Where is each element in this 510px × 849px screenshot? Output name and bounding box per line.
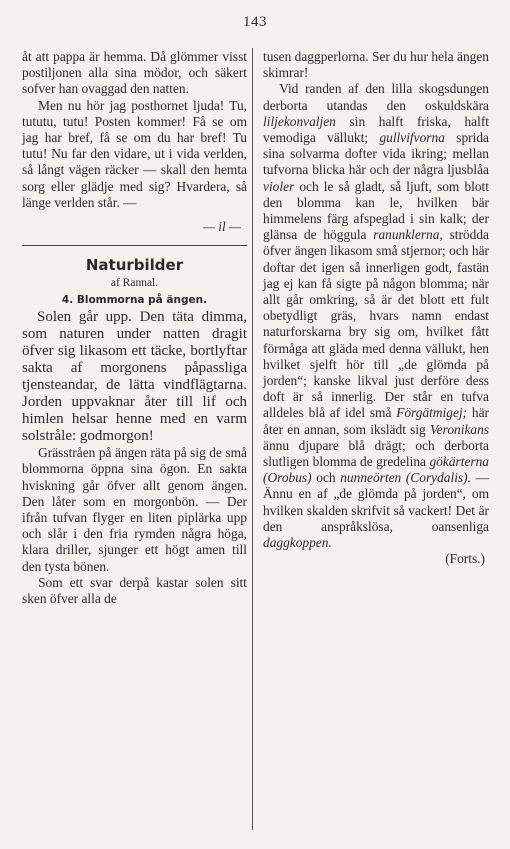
plant-name: gökärterna (Orobus) (263, 454, 489, 486)
plant-name: Veronikans (429, 421, 489, 437)
plant-name: daggkoppen. (263, 535, 332, 551)
plant-name: ranunklerna, (373, 227, 443, 243)
article-byline: af Rannal. (110, 277, 159, 290)
paragraph: åt att pappa är hemma. Då glömmer visst postiljonen alla sina mödor, och säkert sofver han ovaggad den natten. (22, 49, 247, 97)
text-run: sin halft friska, halft vemodiga vällukt; (263, 113, 489, 146)
paragraph: Grässtråen på ängen räta på sig de små blommorna öppna sina ögon. En sakta hviskning går öfver allt genom ängen. Den låter som en morgonbön. — Der ifrån tufvan flyger en liten piplärka upp och slår i den fria rymden några höga, klara driller, sjunger ett högt amen till den tysta bönen. (22, 445, 247, 574)
section-divider (22, 245, 247, 246)
text-run: sprida sina solvarma dofter vida ikring; mellan tufvorna blicka här och der några ljusblåa (263, 130, 489, 178)
text-run: och le så gladt, så ljuft, som blott den blomma kan le, hvilken bär himmelens färg afspeglad i sin kalk; der glänsa de höggula (263, 178, 489, 243)
text-run: strödda öfver ängen likasom små stjernor; och här doftar det igen så innerligen godt, fastän jag ej kan få sigte på någon blomma; när allt går omkring, så är det blott ett fult obetydligt gräs, hvars namn endast naturforskarna bry sig om, hvilket fått förmåga att gläda med denna vällukt, hen hvilket sjelft hör till „de glömda på jorden“; kanske likval just derföre dess doft är så innerlig. Der står en tufva alldeles blå af idel små (263, 227, 489, 421)
article-subtitle: 4. Blommorna på ängen. (61, 294, 208, 307)
right-column (263, 49, 489, 568)
page-number: 143 (243, 14, 267, 30)
article-title: Naturbilder (85, 256, 184, 275)
plant-name: Förgätmigej; (396, 405, 468, 421)
continuation-line (263, 551, 489, 567)
plant-name: liljekonvaljen (263, 113, 336, 129)
text-run: ännu djupare blå drägt; och derborta slutligen blomma de gredelina (263, 437, 489, 470)
paragraph (263, 81, 489, 551)
text-run: — Ännu en af „de glömda på jorden“, om hvilken skalden skrifvit så vackert! Det är den anspråkslösa, oansenliga (263, 470, 489, 534)
text-run: och (311, 470, 341, 486)
left-column (22, 49, 247, 607)
continued-note: (Forts.) (445, 551, 485, 567)
paragraph: Solen går upp. Den täta dimma, som naturen under natten dragit öfver sig likasom ett täcke, bortlyftar sakta af morgonens påpassliga tjensteandar, de lätta vindflägtarna. Jorden uppvaknar åter till lif och himlen helsar henne med en varm solstråle: godmorgon! (22, 309, 247, 445)
text-run: Vid randen af den lilla skogsdungen derborta utandas den oskuldskära (263, 81, 489, 113)
column-rule (252, 48, 253, 830)
plant-name: gullvifvorna (379, 130, 445, 146)
paragraph: Som ett svar derpå kastar solen sitt sken öfver alla de (22, 574, 247, 607)
paragraph: Men nu hör jag posthornet ljuda! Tu, tututu, tutu! Posten kommer! Få se om jag har bref, få se om du har bref! Tu tutu! Nu far den vidare, ut i vida verlden, så långt vägen räcker — skall den hemta sorg eller glädje med sig? Hvardera, så länge verlden står. — (22, 97, 247, 210)
plant-name: violer (263, 178, 295, 194)
plant-name: nunneörten (Corydalis). (340, 470, 471, 486)
paragraph: tusen daggperlorna. Ser du hur hela ängen skimrar! (263, 49, 489, 81)
text-run: här åter en annan, som ikslädt sig (263, 405, 489, 437)
signature: — il — (203, 219, 241, 235)
